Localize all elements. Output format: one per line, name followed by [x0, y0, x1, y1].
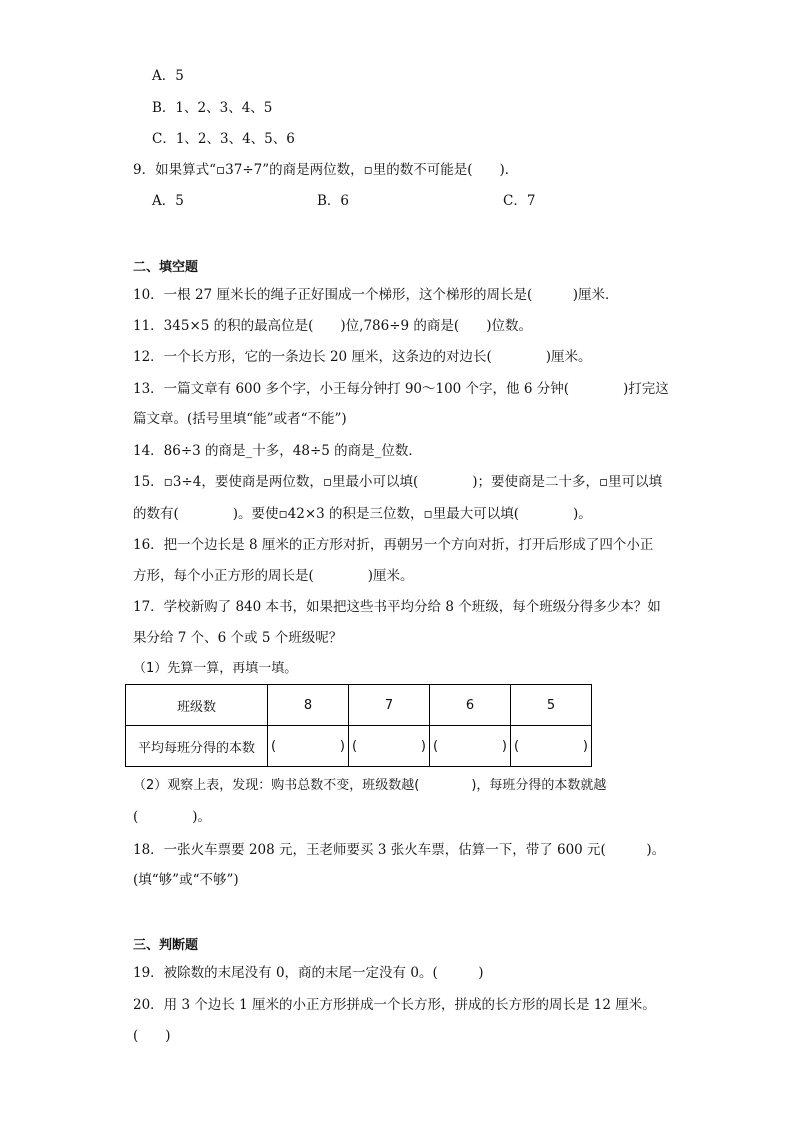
q13-line2: 篇文章。(括号里填“能”或者“不能”)	[133, 411, 347, 427]
q13-line1: 13．一篇文章有 600 多个字，小王每分钟打 90～100 个字，他 6 分钟( )打完这	[133, 381, 669, 397]
table-column-6: 6	[430, 685, 511, 726]
q18-line1: 18．一张火车票要 208 元，王老师要买 3 张火车票，估算一下，带了 600 元( )。	[133, 842, 666, 858]
q11: 11．345×5 的积的最高位是( )位,786÷9 的商是( )位数。	[133, 318, 532, 334]
table-column-8: 8	[268, 685, 349, 726]
q12: 12．一个长方形，它的一条边长 20 厘米，这条边的对边长( )厘米。	[133, 349, 592, 365]
q9-option-b: B．6	[317, 193, 350, 209]
q15-line2: 的数有( )。要使▫42×3 的积是三位数，▫里最大可以填( )。	[133, 506, 592, 522]
table-column-5: 5	[511, 685, 592, 726]
table-row-label: 平均每班分得的本数	[126, 726, 268, 767]
q19: 19．被除数的末尾没有 0，商的末尾一定没有 0。( )	[133, 965, 484, 981]
q17-part2-line2: ( )。	[133, 809, 212, 825]
answer-blank[interactable]: ( )	[268, 726, 349, 767]
q8-option-b: B．1、2、3、4、5	[152, 100, 273, 116]
q8-option-a: A．5	[152, 68, 184, 84]
q17-part1: （1）先算一算，再填一填。	[133, 661, 298, 676]
q15-line1: 15．▫3÷4，要使商是两位数，▫里最小可以填( )；要使商是二十多，▫里可以填	[133, 474, 663, 490]
q17-part2-line1: （2）观察上表，发现：购书总数不变，班级数越( )，每班分得的本数就越	[133, 778, 607, 793]
q18-line2: (填“够”或“不够”)	[133, 872, 239, 888]
q17-line2: 果分给 7 个、6 个或 5 个班级呢？	[133, 630, 343, 646]
q20-line1: 20．用 3 个边长 1 厘米的小正方形拼成一个长方形，拼成的长方形的周长是 12 厘米。	[133, 997, 656, 1013]
answer-blank[interactable]: ( )	[511, 726, 592, 767]
q20-line2: ( )	[133, 1028, 171, 1044]
q16-line1: 16．把一个边长是 8 厘米的正方形对折，再朝另一个方向对折，打开后形成了四个小正	[133, 537, 654, 553]
q16-line2: 方形，每个小正方形的周长是( )厘米。	[133, 568, 414, 584]
q9-option-c: C．7	[503, 193, 536, 209]
table-row	[126, 685, 592, 726]
q10: 10．一根 27 厘米长的绳子正好围成一个梯形，这个梯形的周长是( )厘米．	[133, 287, 619, 303]
q9-stem: 9．如果算式“▫37÷7”的商是两位数，▫里的数不可能是( )．	[133, 162, 519, 178]
q8-option-c: C．1、2、3、4、5、6	[152, 131, 295, 147]
section-fill-blank-title: 二、填空题	[133, 260, 199, 275]
table-column-7: 7	[349, 685, 430, 726]
books-per-class-table	[125, 684, 592, 767]
answer-blank[interactable]: ( )	[349, 726, 430, 767]
q14: 14．86÷3 的商是_十多，48÷5 的商是_位数．	[133, 443, 422, 459]
section-judgement-title: 三、判断题	[133, 938, 199, 953]
table-row	[126, 726, 592, 767]
answer-blank[interactable]: ( )	[430, 726, 511, 767]
q17-line1: 17．学校新购了 840 本书，如果把这些书平均分给 8 个班级，每个班级分得多少本？如	[133, 599, 661, 615]
table-header-label: 班级数	[126, 685, 268, 726]
q9-option-a: A．5	[152, 193, 184, 209]
